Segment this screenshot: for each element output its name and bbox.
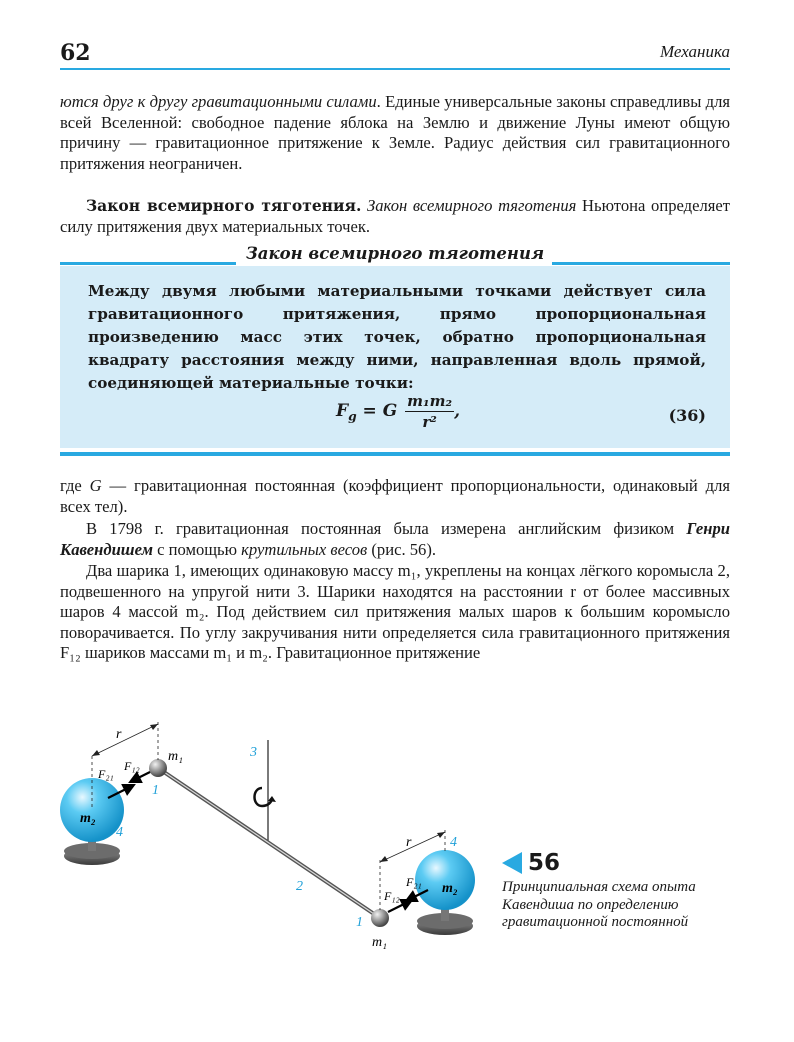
- label-1-bottom: 1: [356, 915, 363, 930]
- paragraph-text: . Единые универсальные законы справедливы для всей Вселенной: свободное падение яблока на Землю и движение Луны имеют общую причину — гравитационное притяжение к Земле. Радиус действия сил гравитационного притяжения неограничен.: [60, 92, 730, 173]
- formula-eq: = G: [356, 401, 398, 421]
- text-part: — гравитационная постоянная (коэффициент пропорциональности, одинаковый для всех тел).: [60, 476, 730, 516]
- label-2: 2: [296, 879, 303, 894]
- rotation-arrow-icon: [255, 788, 273, 806]
- variable-g: G: [89, 476, 102, 495]
- label-4-left: 4: [116, 825, 123, 840]
- paragraph-g-definition: [60, 476, 730, 517]
- formula-denominator: r²: [422, 413, 437, 431]
- cavendish-name: Генри Кавендишем: [60, 519, 730, 559]
- emphasis-text: крутильных весов: [241, 539, 368, 559]
- law-title: Закон всемирного тяготения: [245, 244, 545, 263]
- label-4-right: 4: [450, 835, 457, 850]
- rotation-arrowhead-icon: [268, 796, 276, 802]
- formula-fraction: [405, 392, 454, 431]
- dim-r-top: [92, 724, 158, 756]
- paragraph-cavendish: [60, 519, 730, 560]
- text-part: с помощью: [152, 539, 242, 559]
- paragraph-experiment: Два шарика 1, имеющих одинаковую массу m₁, укреплены на концах лёгкого коромысла 2, подвешенного на упругой нити 3. Шарики находятся на расстоянии r от более массивных шаров 4 массой m₂. Под действием сил притяжения малых шаров к большим коромысло поворачивается. По углу закручивания нити определяется сила гравитационного притяжения F₁₂ шариков массами m₁ и m₂. Гравитационное притяжение: [60, 561, 730, 662]
- paragraph-law-intro: [60, 196, 730, 237]
- formula-numerator: m₁m₂: [407, 392, 453, 410]
- formula-lhs: F: [336, 401, 349, 421]
- label-f12-bottom: F₁₂: [384, 889, 400, 903]
- label-m2-right: m₂: [442, 881, 458, 896]
- figure-caption: Принципиальная схема опыта Кавендиша по определению гравитационной постоянной: [502, 879, 696, 930]
- formula-lhs-sub: g: [348, 409, 357, 424]
- figure-number-text: 56: [528, 850, 561, 876]
- label-m1-bottom: m₁: [372, 935, 387, 950]
- force-f12-top-arrow: [134, 772, 150, 780]
- paragraph-text: Ньютона определяет силу притяжения двух материальных точек.: [60, 196, 730, 236]
- label-r-bottom: r: [406, 835, 412, 850]
- text-part: где: [60, 476, 90, 495]
- section-title: Механика: [659, 42, 730, 61]
- label-1-top: 1: [152, 783, 159, 798]
- text-part: (рис. 56).: [367, 539, 437, 559]
- formula-36: [336, 392, 460, 431]
- label-f21-top: F₂₁: [98, 767, 114, 781]
- label-3: 3: [250, 745, 257, 760]
- bold-heading: Закон всемирного тяготения.: [86, 196, 362, 215]
- law-title-row: [60, 246, 730, 266]
- figure-number: [502, 850, 560, 876]
- law-statement: Между двумя любыми материальными точками действует сила гравитационного притяжения, прямо пропорциональная произведению масс этих точек, обратно пропорциональная квадрату расстояния между ними, направленная вдоль прямой, соединяющей материальные точки:: [88, 282, 706, 392]
- label-m2-left: m₂: [80, 811, 96, 826]
- bottom-small-sphere: [371, 909, 389, 927]
- equation-number: (36): [668, 406, 706, 425]
- beam-highlight: [158, 768, 380, 918]
- label-f21-bottom: F₂₁: [406, 875, 422, 889]
- law-bottom-rule: [60, 452, 730, 456]
- page-header: [60, 38, 730, 70]
- emphasis-text: ются друг к другу гравитационными силами: [60, 92, 377, 111]
- top-small-sphere: [149, 759, 167, 777]
- law-box: [60, 266, 730, 448]
- force-f12-bottom-arrow: [388, 902, 408, 912]
- right-big-sphere: [415, 850, 475, 910]
- paragraph-intro: [60, 92, 730, 174]
- label-m1-top: m₁: [168, 749, 183, 764]
- page-number: 62: [60, 40, 91, 66]
- cavendish-figure: [50, 700, 480, 970]
- emphasis-text: Закон всемирного тяготения: [367, 196, 577, 215]
- formula-comma: ,: [454, 401, 460, 421]
- label-f12-top: F₁₂: [124, 759, 140, 773]
- text-part: В 1798 г. гравитационная постоянная была измерена английским физиком: [86, 519, 687, 538]
- label-r-top: r: [116, 727, 122, 742]
